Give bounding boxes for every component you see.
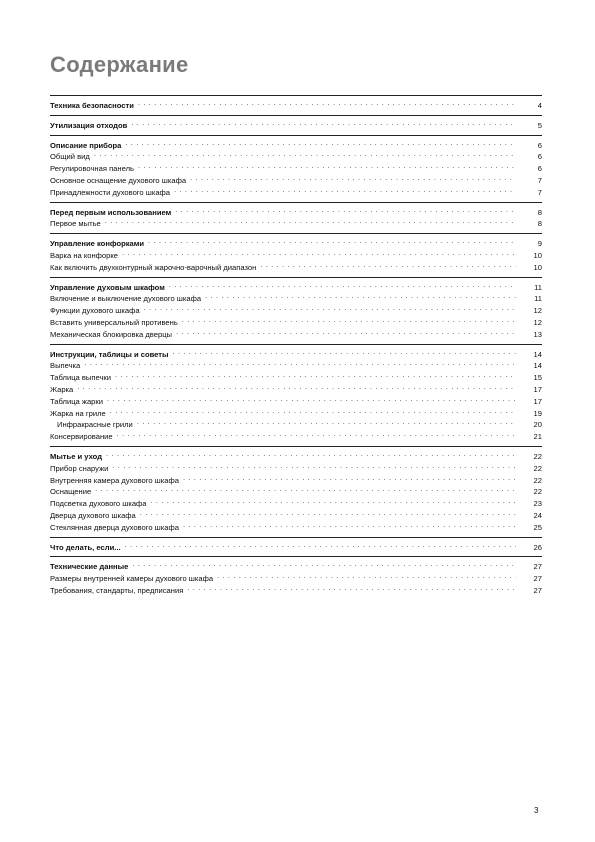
toc-entry-page: 17 (533, 384, 542, 394)
toc-entry-page: 21 (533, 432, 542, 442)
dot-leader (105, 217, 516, 226)
toc-entry-label: Инструкции, таблицы и советы (50, 349, 169, 359)
toc-entry-page: 5 (537, 120, 542, 130)
toc-entry-label: Технические данные (50, 562, 129, 572)
toc-entry-label: Как включить двухконтурный жарочно-варочный диапазон (50, 262, 257, 272)
toc-entry-page: 12 (533, 306, 542, 316)
dot-leader (125, 139, 516, 148)
toc-entry[interactable] (50, 383, 542, 395)
toc-entry-label: Таблица выпечки (50, 373, 111, 383)
toc-entry[interactable] (50, 261, 542, 273)
toc-entry-label: Включение и выключение духового шкафа (50, 294, 202, 304)
toc-section (50, 281, 542, 340)
toc-section-heading[interactable] (50, 348, 542, 360)
dot-leader (190, 174, 516, 183)
dot-leader (183, 474, 516, 483)
toc-entry[interactable] (50, 249, 542, 261)
toc-entry-label: Утилизация отходов (50, 120, 128, 130)
section-divider (50, 446, 542, 447)
toc-entry-page: 25 (533, 522, 542, 532)
dot-leader (205, 292, 516, 301)
toc-entry-label: Жарка (50, 384, 74, 394)
toc-entry-label: Жарка на гриле (50, 408, 106, 418)
toc-entry-page: 19 (533, 408, 542, 418)
toc-entry-label: Функции духового шкафа (50, 306, 140, 316)
page-title: Содержание (50, 52, 189, 77)
dot-leader (173, 348, 516, 357)
dot-leader (115, 371, 516, 380)
toc-entry[interactable] (50, 162, 542, 174)
toc-entry-page: 15 (533, 373, 542, 383)
toc-entry-label: Инфракрасные грили (57, 420, 133, 430)
toc-entry[interactable] (50, 217, 542, 229)
toc-entry-label: Варка на конфорке (50, 250, 119, 260)
dot-leader (217, 572, 516, 581)
dot-leader (77, 383, 516, 392)
toc-entry-page: 22 (533, 451, 542, 461)
toc-entry-label: Общий вид (50, 152, 90, 162)
dot-leader (140, 509, 516, 518)
toc-entry[interactable] (50, 485, 542, 497)
toc-section-heading[interactable] (50, 139, 542, 151)
toc-entry[interactable] (50, 359, 542, 371)
toc-entry-page: 11 (534, 294, 542, 304)
dot-leader (144, 304, 516, 313)
table-of-contents (50, 95, 542, 600)
dot-leader (183, 521, 516, 530)
toc-entry[interactable] (50, 462, 542, 474)
toc-section (50, 450, 542, 533)
toc-entry[interactable] (50, 418, 542, 430)
toc-entry-page: 6 (537, 140, 542, 150)
toc-entry[interactable] (50, 304, 542, 316)
toc-entry-page: 7 (537, 187, 542, 197)
section-divider (50, 277, 542, 278)
toc-entry-label: Принадлежности духового шкафа (50, 187, 171, 197)
toc-entry-page: 27 (533, 562, 542, 572)
dot-leader (137, 418, 516, 427)
section-divider (50, 202, 542, 203)
toc-entry-label: Вставить универсальный противень (50, 317, 178, 327)
dot-leader (138, 162, 516, 171)
toc-entry-page: 22 (533, 487, 542, 497)
toc-entry-page: 23 (533, 499, 542, 509)
toc-section-heading[interactable] (50, 99, 542, 111)
toc-entry-page: 9 (537, 239, 542, 249)
toc-entry-page: 8 (537, 219, 542, 229)
toc-entry-page: 13 (533, 329, 542, 339)
toc-entry-label: Механическая блокировка дверцы (50, 329, 172, 339)
toc-entry-page: 7 (537, 175, 542, 185)
page-number: 3 (534, 806, 539, 815)
toc-entry-label: Управление духовым шкафом (50, 282, 165, 292)
dot-leader (94, 150, 516, 159)
toc-entry-label: Консервирование (50, 432, 113, 442)
toc-entry[interactable] (50, 407, 542, 419)
dot-leader (106, 450, 516, 459)
dot-leader (260, 261, 516, 270)
section-divider (50, 537, 542, 538)
toc-entry-label: Прибор снаружи (50, 463, 109, 473)
toc-entry-page: 20 (533, 420, 542, 430)
toc-entry[interactable] (50, 150, 542, 162)
toc-entry-page: 22 (533, 475, 542, 485)
dot-leader (182, 316, 516, 325)
toc-entry-label: Управление конфорками (50, 239, 145, 249)
toc-section (50, 560, 542, 595)
dot-leader (169, 281, 516, 290)
toc-entry[interactable] (50, 572, 542, 584)
toc-entry-page: 10 (533, 262, 542, 272)
dot-leader (107, 395, 516, 404)
toc-entry-label: Регулировочная панель (50, 164, 134, 174)
toc-entry-label: Первое мытье (50, 219, 101, 229)
toc-entry-label: Перед первым использованием (50, 207, 172, 217)
toc-section-heading[interactable] (50, 560, 542, 572)
toc-entry[interactable] (50, 430, 542, 442)
toc-section-heading[interactable] (50, 541, 542, 553)
dot-leader (84, 359, 516, 368)
toc-entry-label: Выпечка (50, 361, 81, 371)
dot-leader (187, 584, 516, 593)
toc-entry-page: 6 (537, 164, 542, 174)
toc-entry-label: Внутренняя камера духового шкафа (50, 475, 179, 485)
toc-entry-page: 27 (533, 585, 542, 595)
toc-section-heading[interactable] (50, 237, 542, 249)
dot-leader (95, 485, 516, 494)
dot-leader (151, 497, 516, 506)
toc-entry[interactable] (50, 292, 542, 304)
toc-entry-label: Таблица жарки (50, 396, 103, 406)
toc-entry[interactable] (50, 186, 542, 198)
dot-leader (117, 430, 516, 439)
toc-section (50, 237, 542, 272)
toc-entry-page: 12 (533, 317, 542, 327)
dot-leader (132, 560, 516, 569)
section-divider (50, 115, 542, 116)
section-divider (50, 135, 542, 136)
toc-entry[interactable] (50, 584, 542, 596)
toc-entry-page: 14 (533, 349, 542, 359)
section-divider (50, 344, 542, 345)
toc-entry-label: Стеклянная дверца духового шкафа (50, 522, 179, 532)
toc-section (50, 139, 542, 198)
toc-entry-label: Дверца духового шкафа (50, 510, 136, 520)
section-divider (50, 233, 542, 234)
dot-leader (175, 206, 516, 215)
toc-entry-label: Основное оснащение духового шкафа (50, 175, 187, 185)
toc-entry[interactable] (50, 174, 542, 186)
toc-entry[interactable] (50, 497, 542, 509)
dot-leader (176, 328, 516, 337)
toc-entry-label: Оснащение (50, 487, 92, 497)
toc-entry-page: 17 (533, 396, 542, 406)
toc-entry-page: 26 (533, 542, 542, 552)
toc-entry[interactable] (50, 316, 542, 328)
toc-entry-page: 22 (533, 463, 542, 473)
toc-entry-page: 6 (537, 152, 542, 162)
dot-leader (122, 249, 516, 258)
toc-entry-page: 27 (533, 574, 542, 584)
toc-entry[interactable] (50, 474, 542, 486)
toc-entry[interactable] (50, 371, 542, 383)
dot-leader (110, 407, 516, 416)
toc-section (50, 206, 542, 230)
toc-entry-page: 4 (537, 101, 542, 110)
dot-leader (112, 462, 516, 471)
toc-section-heading[interactable] (50, 450, 542, 462)
toc-section (50, 348, 542, 442)
toc-entry-page: 24 (533, 510, 542, 520)
toc-entry-page: 14 (533, 361, 542, 371)
toc-entry[interactable] (50, 328, 542, 340)
toc-entry[interactable] (50, 395, 542, 407)
dot-leader (138, 99, 516, 108)
toc-entry-label: Мытье и уход (50, 451, 103, 461)
toc-entry-label: Что делать, если... (50, 542, 121, 552)
toc-section-heading[interactable] (50, 119, 542, 131)
toc-entry-label: Техника безопасности (50, 101, 134, 110)
toc-entry-label: Описание прибора (50, 140, 122, 150)
toc-section (50, 119, 542, 131)
section-divider (50, 95, 542, 96)
toc-section (50, 99, 542, 111)
toc-section (50, 541, 542, 553)
toc-entry-label: Размеры внутренней камеры духового шкафа (50, 574, 214, 584)
toc-entry-page: 10 (533, 250, 542, 260)
toc-entry-label: Подсветка духового шкафа (50, 499, 147, 509)
toc-entry-label: Требования, стандарты, предписания (50, 585, 184, 595)
dot-leader (125, 541, 516, 550)
toc-section-heading[interactable] (50, 206, 542, 218)
dot-leader (174, 186, 516, 195)
section-divider (50, 556, 542, 557)
toc-entry-page: 11 (534, 282, 542, 292)
dot-leader (131, 119, 516, 128)
toc-entry[interactable] (50, 509, 542, 521)
toc-entry-page: 8 (537, 207, 542, 217)
dot-leader (148, 237, 516, 246)
toc-entry[interactable] (50, 521, 542, 533)
toc-section-heading[interactable] (50, 281, 542, 293)
